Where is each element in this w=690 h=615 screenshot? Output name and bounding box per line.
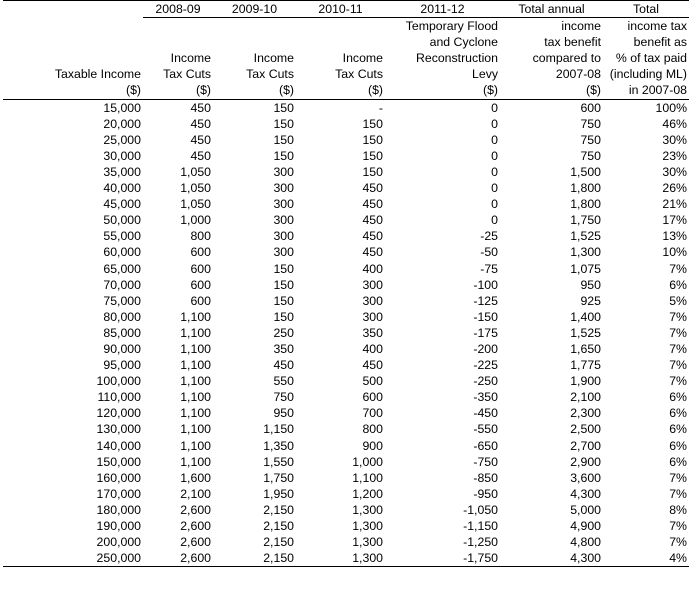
income-tax-table: [3, 0, 689, 567]
table-cell: 950: [580, 277, 601, 292]
table-cell: 1,300: [352, 535, 383, 550]
table-cell: 450: [190, 132, 211, 147]
table-cell: 300: [273, 245, 294, 260]
header-description-line: Tax Cuts: [163, 67, 211, 82]
table-cell: 1,050: [180, 181, 211, 196]
table-row: [3, 132, 689, 148]
table-row: [3, 389, 689, 405]
table-cell: 1,525: [570, 325, 601, 340]
taxable-income-cell: 15,000: [103, 100, 141, 115]
table-cell: 150: [273, 277, 294, 292]
table-cell: 7%: [669, 261, 687, 276]
table-cell: 2,150: [263, 502, 294, 517]
table-cell: 0: [491, 132, 498, 147]
table-cell: 0: [491, 148, 498, 163]
taxable-income-cell: 170,000: [96, 486, 141, 501]
table-cell: 8%: [669, 502, 687, 517]
table-row: [3, 470, 689, 486]
table-cell: 150: [273, 261, 294, 276]
table-cell: 2,900: [570, 454, 601, 469]
table-cell: 1,600: [180, 470, 211, 485]
table-cell: 1,500: [570, 164, 601, 179]
table-cell: 6%: [669, 454, 687, 469]
table-row: [3, 486, 689, 502]
table-row: [3, 454, 689, 470]
taxable-income-cell: 30,000: [103, 148, 141, 163]
header-description-cell: [296, 18, 385, 99]
table-cell: 150: [273, 309, 294, 324]
table-cell: 350: [273, 341, 294, 356]
table-cell: 300: [273, 213, 294, 228]
table-body: [3, 99, 689, 567]
header-description-cell: [500, 18, 603, 99]
table-cell: 700: [362, 406, 383, 421]
taxable-income-cell: 65,000: [103, 261, 141, 276]
table-cell: 150: [273, 116, 294, 131]
table-row: [3, 309, 689, 325]
table-row: [3, 357, 689, 373]
header-description-line: Reconstruction: [415, 51, 498, 66]
table-cell: 450: [190, 116, 211, 131]
table-cell: 4,300: [570, 551, 601, 566]
header-description-line: compared to: [532, 51, 601, 66]
header-description-line: ($): [482, 83, 498, 98]
table-cell: 1,000: [352, 454, 383, 469]
header-description-line: income: [561, 19, 601, 34]
table-row: [3, 99, 689, 116]
table-cell: -950: [473, 486, 498, 501]
taxable-income-cell: 25,000: [103, 132, 141, 147]
header-year-cell: 2008-09: [143, 1, 213, 18]
table-cell: 7%: [669, 309, 687, 324]
table-row: [3, 196, 689, 212]
table-cell: 1,950: [263, 486, 294, 501]
table-cell: 300: [273, 197, 294, 212]
table-cell: -125: [473, 293, 498, 308]
table-cell: 1,900: [570, 374, 601, 389]
table-cell: 1,300: [570, 245, 601, 260]
table-cell: -1,250: [463, 535, 498, 550]
table-cell: 2,600: [180, 519, 211, 533]
table-cell: 450: [273, 358, 294, 373]
taxable-income-cell: 200,000: [96, 535, 141, 550]
header-description-line: (including ML): [609, 67, 687, 82]
table-cell: 300: [362, 277, 383, 292]
table-row: [3, 228, 689, 244]
table-cell: -350: [473, 390, 498, 405]
table-cell: 1,200: [352, 486, 383, 501]
table-cell: 5,000: [570, 502, 601, 517]
table-cell: 10%: [662, 245, 687, 260]
table-cell: 6%: [669, 406, 687, 421]
table-cell: 7%: [669, 519, 687, 533]
header-description-line: benefit as: [633, 35, 687, 50]
taxable-income-cell: 45,000: [103, 197, 141, 212]
table-row: [3, 438, 689, 454]
taxable-income-cell: 110,000: [97, 390, 141, 405]
table-cell: 6%: [669, 277, 687, 292]
table-cell: -1,150: [463, 519, 498, 533]
table-cell: -50: [480, 245, 498, 260]
table-cell: 0: [491, 100, 498, 115]
table-cell: -75: [480, 261, 498, 276]
table-cell: 2,600: [180, 535, 211, 550]
header-description-line: ($): [367, 83, 383, 98]
taxable-income-cell: 140,000: [96, 438, 141, 453]
header-description-cell: [213, 18, 296, 99]
table-header: [3, 1, 689, 100]
header-description-line: Tax Cuts: [246, 67, 294, 82]
table-cell: 150: [362, 148, 383, 163]
table-cell: 100%: [655, 100, 687, 115]
taxable-income-cell: 40,000: [103, 181, 141, 196]
table-cell: 450: [190, 148, 211, 163]
taxable-income-cell: 75,000: [103, 293, 141, 308]
header-description-line: ($): [125, 83, 141, 98]
header-description-line: Levy: [472, 67, 498, 82]
header-description-line: ($): [585, 83, 601, 98]
table-cell: 4%: [669, 551, 687, 566]
table-cell: 1,100: [180, 422, 211, 437]
table-cell: 450: [190, 100, 211, 115]
table-cell: 750: [580, 132, 601, 147]
table-row: [3, 180, 689, 196]
table-cell: 150: [362, 116, 383, 131]
table-cell: -1,050: [463, 502, 498, 517]
taxable-income-cell: 85,000: [103, 325, 141, 340]
table-cell: 600: [190, 245, 211, 260]
table-cell: -550: [473, 422, 498, 437]
header-description-line: and Cyclone: [429, 35, 498, 50]
table-cell: 400: [362, 261, 383, 276]
table-cell: 600: [190, 277, 211, 292]
table-row: [3, 148, 689, 164]
taxable-income-cell: 160,000: [96, 470, 141, 485]
table-cell: 6%: [669, 438, 687, 453]
table-cell: 600: [362, 390, 383, 405]
table-cell: 600: [190, 261, 211, 276]
table-cell: 300: [273, 181, 294, 196]
table-cell: 1,300: [352, 502, 383, 517]
header-description-line: in 2007-08: [628, 83, 687, 98]
taxable-income-cell: 35,000: [103, 164, 141, 179]
table-cell: 1,150: [263, 422, 294, 437]
table-row: [3, 373, 689, 389]
table-cell: 6%: [669, 390, 687, 405]
table-cell: 925: [580, 293, 601, 308]
table-cell: 0: [491, 181, 498, 196]
taxable-income-cell: 150,000: [96, 454, 141, 469]
table-cell: 26%: [662, 181, 687, 196]
table-cell: 23%: [662, 148, 687, 163]
table-cell: 30%: [662, 164, 687, 179]
table-cell: 6%: [669, 422, 687, 437]
table-cell: 2,300: [570, 406, 601, 421]
header-year-cell: 2009-10: [213, 1, 296, 18]
table-cell: 800: [190, 229, 211, 244]
table-cell: 450: [362, 358, 383, 373]
table-cell: 450: [362, 213, 383, 228]
table-cell: 1,100: [180, 358, 211, 373]
table-cell: 46%: [662, 116, 687, 131]
taxable-income-cell: 180,000: [96, 502, 141, 517]
table-cell: 7%: [669, 470, 687, 485]
table-cell: 1,100: [180, 406, 211, 421]
table-cell: 5%: [669, 293, 687, 308]
table-cell: -450: [473, 406, 498, 421]
taxable-income-cell: 95,000: [103, 358, 141, 373]
table-row: [3, 502, 689, 518]
table-cell: 1,100: [180, 454, 211, 469]
table-cell: 2,150: [263, 519, 294, 533]
table-row: [3, 534, 689, 550]
table-cell: 7%: [669, 486, 687, 501]
table-row: [3, 116, 689, 132]
table-cell: -100: [473, 277, 498, 292]
table-row: [3, 341, 689, 357]
table-cell: 1,550: [263, 454, 294, 469]
table-cell: 800: [362, 422, 383, 437]
table-cell: 1,075: [570, 261, 601, 276]
table-cell: 1,050: [180, 164, 211, 179]
table-cell: 0: [491, 197, 498, 212]
table-cell: -150: [473, 309, 498, 324]
table-cell: 450: [362, 197, 383, 212]
table-cell: 0: [491, 164, 498, 179]
table-cell: 300: [273, 164, 294, 179]
taxable-income-cell: 120,000: [96, 406, 141, 421]
header-description-cell: [385, 18, 500, 99]
table-cell: -850: [473, 470, 498, 485]
table-cell: 300: [273, 229, 294, 244]
table-cell: 1,750: [263, 470, 294, 485]
table-cell: 750: [580, 116, 601, 131]
table-cell: 2,150: [263, 535, 294, 550]
table-row: [3, 325, 689, 341]
table-cell: 1,775: [570, 358, 601, 373]
table-cell: 2,600: [180, 502, 211, 517]
table-cell: 250: [273, 325, 294, 340]
table-row: [3, 212, 689, 228]
table-cell: -1,750: [463, 551, 498, 566]
header-years-row: [3, 1, 689, 18]
header-description-cell: [143, 18, 213, 99]
table-cell: -225: [473, 358, 498, 373]
table-cell: 300: [362, 309, 383, 324]
table-cell: 7%: [669, 358, 687, 373]
table-cell: 450: [362, 245, 383, 260]
table-cell: -650: [473, 438, 498, 453]
table-cell: 1,650: [570, 341, 601, 356]
taxable-income-cell: 70,000: [103, 277, 141, 292]
table-cell: 600: [580, 100, 601, 115]
table-cell: 7%: [669, 374, 687, 389]
table-cell: -750: [473, 454, 498, 469]
header-description-line: tax benefit: [544, 35, 601, 50]
header-description-row: [3, 18, 689, 99]
table-cell: 1,000: [180, 213, 211, 228]
table-cell: 900: [362, 438, 383, 453]
taxable-income-cell: 100,000: [96, 374, 141, 389]
header-description-line: ($): [195, 83, 211, 98]
header-year-cell: 2010-11: [296, 1, 385, 18]
table-cell: 450: [362, 229, 383, 244]
table-cell: 0: [491, 116, 498, 131]
table-cell: 30%: [662, 132, 687, 147]
header-description-line: Income: [342, 51, 383, 66]
table-row: [3, 421, 689, 437]
table-cell: 1,300: [352, 519, 383, 533]
table-cell: 400: [362, 341, 383, 356]
table-cell: 500: [362, 374, 383, 389]
taxable-income-cell: 20,000: [103, 116, 141, 131]
table-cell: 450: [362, 181, 383, 196]
header-description-line: Income: [253, 51, 294, 66]
table-cell: 1,300: [352, 551, 383, 566]
table-row: [3, 261, 689, 277]
table-cell: 550: [273, 374, 294, 389]
table-row: [3, 550, 689, 567]
table-cell: 150: [273, 148, 294, 163]
table-row: [3, 277, 689, 293]
table-cell: -250: [473, 374, 498, 389]
table-cell: 1,750: [570, 213, 601, 228]
taxable-income-cell: 50,000: [103, 213, 141, 228]
table-cell: 3,600: [570, 470, 601, 485]
table-cell: 2,500: [570, 422, 601, 437]
taxable-income-cell: 80,000: [103, 309, 141, 324]
table-cell: 2,600: [180, 551, 211, 566]
table-cell: 150: [273, 132, 294, 147]
table-cell: 1,050: [180, 197, 211, 212]
table-cell: 0: [491, 213, 498, 228]
header-description-line: Taxable Income: [54, 67, 141, 82]
table-cell: 150: [273, 293, 294, 308]
header-year-cell: [3, 1, 143, 18]
table-cell: 1,100: [180, 374, 211, 389]
table-cell: 950: [273, 406, 294, 421]
header-description-line: Income: [170, 51, 211, 66]
header-year-cell: Total: [603, 1, 689, 18]
taxable-income-cell: 55,000: [103, 229, 141, 244]
table-cell: 1,100: [180, 309, 211, 324]
header-description-cell: [3, 18, 143, 99]
table-cell: 1,100: [180, 438, 211, 453]
table-cell: -: [378, 100, 383, 115]
table-cell: 1,100: [180, 325, 211, 340]
taxable-income-cell: 130,000: [96, 422, 141, 437]
taxable-income-cell: 190,000: [96, 519, 141, 533]
table-cell: 750: [273, 390, 294, 405]
header-year-cell: 2011-12: [385, 1, 500, 18]
table-cell: -25: [480, 229, 498, 244]
header-description-line: % of tax paid: [615, 51, 687, 66]
table-cell: 750: [580, 148, 601, 163]
table-cell: 150: [273, 100, 294, 115]
header-description-line: Tax Cuts: [335, 67, 383, 82]
table-cell: 600: [190, 293, 211, 308]
table-cell: 4,800: [570, 535, 601, 550]
table-cell: 2,100: [570, 390, 601, 405]
table-cell: 350: [362, 325, 383, 340]
table-cell: 150: [362, 164, 383, 179]
table-cell: 2,700: [570, 438, 601, 453]
table-cell: 2,150: [263, 551, 294, 566]
table-cell: 7%: [669, 341, 687, 356]
table-cell: 300: [362, 293, 383, 308]
table-cell: 2,100: [180, 486, 211, 501]
table-cell: 1,400: [570, 309, 601, 324]
table-cell: 4,900: [570, 519, 601, 533]
header-description-line: Temporary Flood: [405, 19, 498, 34]
table-cell: 1,100: [352, 470, 383, 485]
taxable-income-cell: 250,000: [96, 551, 141, 566]
table-cell: 17%: [662, 213, 687, 228]
table-cell: 1,800: [570, 181, 601, 196]
table-cell: 1,525: [570, 229, 601, 244]
header-description-line: 2007-08: [555, 67, 601, 82]
table-row: [3, 405, 689, 421]
table-cell: 13%: [662, 229, 687, 244]
table-cell: 7%: [669, 535, 687, 550]
table-cell: 1,350: [263, 438, 294, 453]
table-row: [3, 164, 689, 180]
table-cell: 1,800: [570, 197, 601, 212]
table-cell: 150: [362, 132, 383, 147]
table-cell: 1,100: [180, 341, 211, 356]
taxable-income-cell: 90,000: [103, 341, 141, 356]
header-description-line: income tax: [627, 19, 687, 34]
table-cell: 1,100: [180, 390, 211, 405]
table-row: [3, 518, 689, 534]
table-cell: -200: [473, 341, 498, 356]
table-cell: -175: [473, 325, 498, 340]
table-row: [3, 244, 689, 260]
header-description-cell: [603, 18, 689, 99]
header-description-line: ($): [278, 83, 294, 98]
table-cell: 21%: [662, 197, 687, 212]
table-cell: 4,300: [570, 486, 601, 501]
table-row: [3, 293, 689, 309]
table-cell: 7%: [669, 325, 687, 340]
header-year-cell: Total annual: [500, 1, 603, 18]
taxable-income-cell: 60,000: [103, 245, 141, 260]
